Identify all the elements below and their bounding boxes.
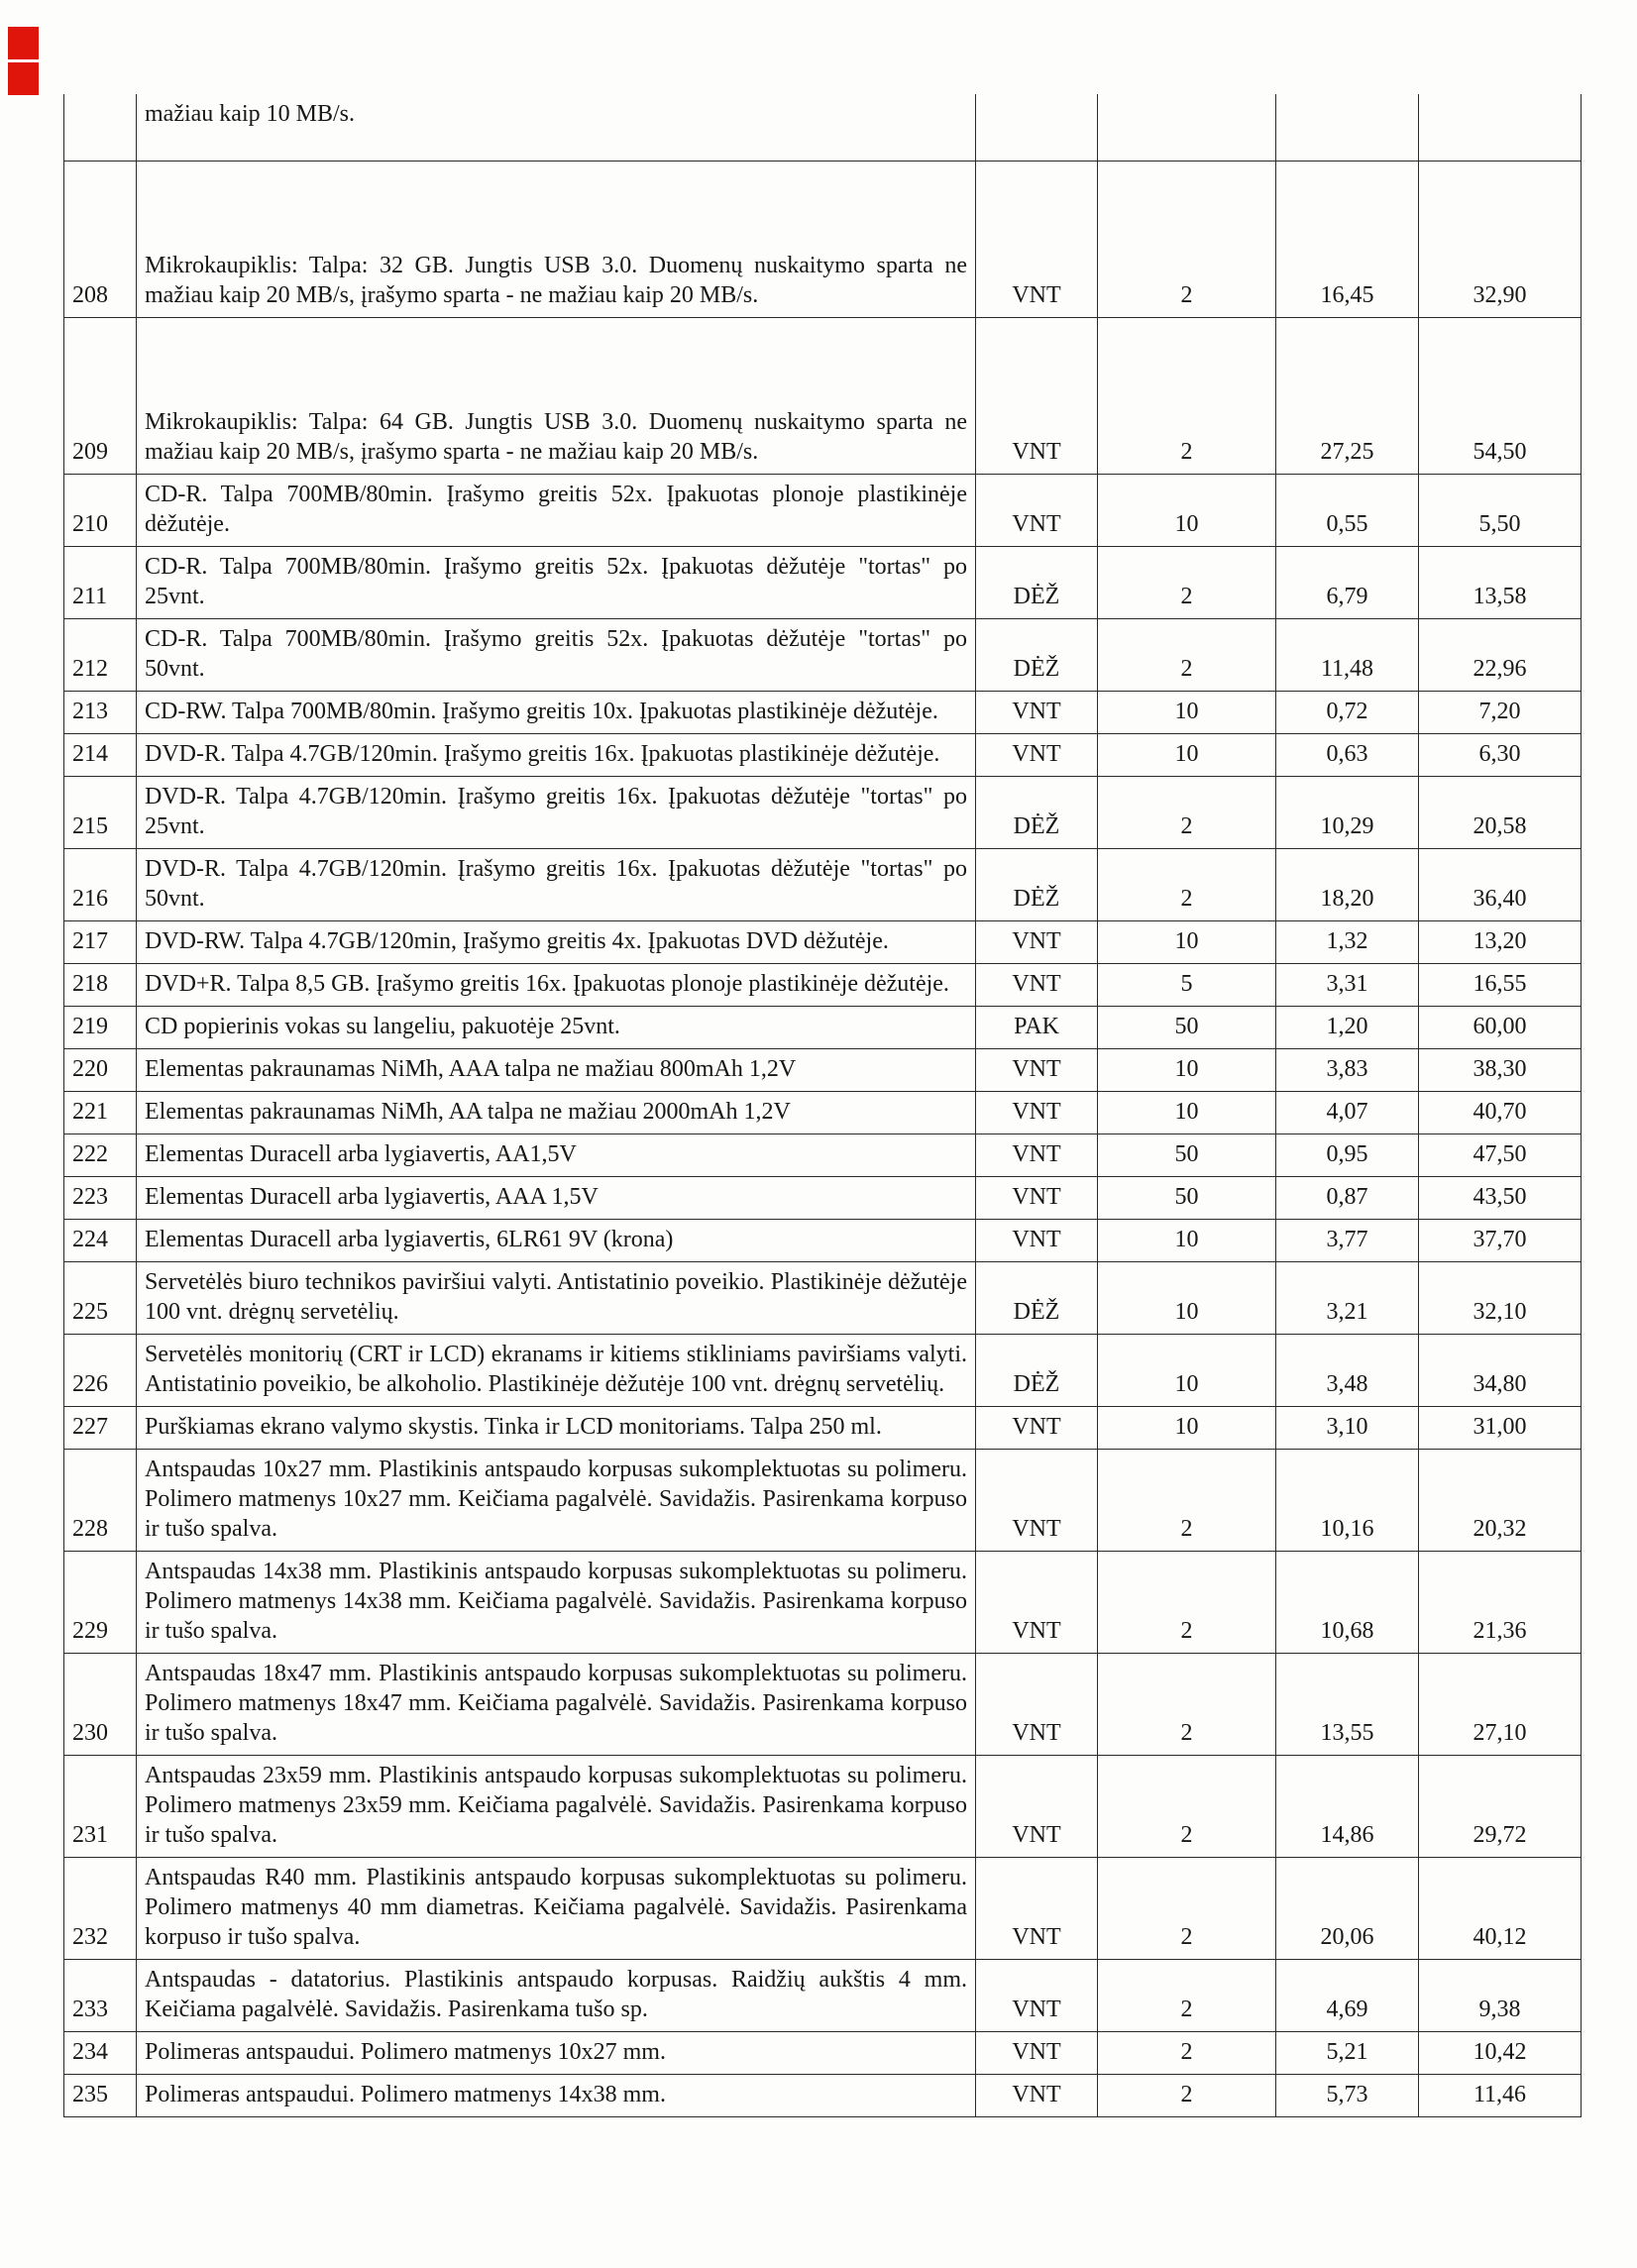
item-unit-price: 5,21 xyxy=(1276,2032,1419,2075)
item-total-price: 40,12 xyxy=(1419,1858,1582,1960)
item-number: 221 xyxy=(64,1092,137,1134)
item-number: 215 xyxy=(64,777,137,849)
item-unit: VNT xyxy=(976,1049,1098,1092)
item-description: Elementas Duracell arba lygiavertis, AAA 1,5V xyxy=(137,1177,976,1220)
item-unit: DĖŽ xyxy=(976,619,1098,692)
item-number: 220 xyxy=(64,1049,137,1092)
item-unit-price: 3,83 xyxy=(1276,1049,1419,1092)
item-quantity: 2 xyxy=(1098,1552,1276,1654)
item-unit: VNT xyxy=(976,734,1098,777)
item-unit-price: 10,68 xyxy=(1276,1552,1419,1654)
table-row xyxy=(64,619,1582,692)
item-quantity: 50 xyxy=(1098,1177,1276,1220)
item-description: Elementas Duracell arba lygiavertis, 6LR61 9V (krona) xyxy=(137,1220,976,1262)
table-row xyxy=(64,1552,1582,1654)
item-number: 229 xyxy=(64,1552,137,1654)
item-description: CD popierinis vokas su langeliu, pakuotėje 25vnt. xyxy=(137,1007,976,1049)
item-quantity: 50 xyxy=(1098,1134,1276,1177)
item-number: 228 xyxy=(64,1450,137,1552)
item-total-price: 38,30 xyxy=(1419,1049,1582,1092)
item-total-price: 31,00 xyxy=(1419,1407,1582,1450)
table-row xyxy=(64,777,1582,849)
table-row xyxy=(64,1177,1582,1220)
items-price-table xyxy=(63,94,1582,2117)
item-quantity: 2 xyxy=(1098,1654,1276,1756)
item-total-price: 29,72 xyxy=(1419,1756,1582,1858)
item-unit: VNT xyxy=(976,1177,1098,1220)
table-row xyxy=(64,1092,1582,1134)
item-quantity: 10 xyxy=(1098,1049,1276,1092)
item-quantity: 2 xyxy=(1098,1858,1276,1960)
table-row xyxy=(64,1335,1582,1407)
item-total-price: 54,50 xyxy=(1419,318,1582,475)
item-number: 213 xyxy=(64,692,137,734)
item-total-price: 60,00 xyxy=(1419,1007,1582,1049)
item-description: Elementas Duracell arba lygiavertis, AA1,5V xyxy=(137,1134,976,1177)
item-total-price: 32,10 xyxy=(1419,1262,1582,1335)
item-total-price: 47,50 xyxy=(1419,1134,1582,1177)
item-unit-price: 20,06 xyxy=(1276,1858,1419,1960)
item-total-price: 32,90 xyxy=(1419,162,1582,318)
item-quantity: 2 xyxy=(1098,777,1276,849)
item-total-price: 27,10 xyxy=(1419,1654,1582,1756)
item-unit-price: 0,87 xyxy=(1276,1177,1419,1220)
item-quantity: 10 xyxy=(1098,475,1276,547)
item-unit: VNT xyxy=(976,1858,1098,1960)
table-row xyxy=(64,1654,1582,1756)
item-total-price: 34,80 xyxy=(1419,1335,1582,1407)
item-description: DVD-R. Talpa 4.7GB/120min. Įrašymo greitis 16x. Įpakuotas plastikinėje dėžutėje. xyxy=(137,734,976,777)
table-row xyxy=(64,1220,1582,1262)
table-row xyxy=(64,318,1582,475)
item-description: DVD+R. Talpa 8,5 GB. Įrašymo greitis 16x. Įpakuotas plonoje plastikinėje dėžutėje. xyxy=(137,964,976,1007)
item-quantity: 2 xyxy=(1098,547,1276,619)
item-unit-price: 0,55 xyxy=(1276,475,1419,547)
item-description: Antspaudas 10x27 mm. Plastikinis antspaudo korpusas sukomplektuotas su polimeru. Polimero matmenys 10x27 mm. Keičiama pagalvėlė. Savidažis. Pasirenkama korpuso ir tušo spalva. xyxy=(137,1450,976,1552)
item-unit xyxy=(976,94,1098,162)
item-total-price: 36,40 xyxy=(1419,849,1582,921)
item-unit: DĖŽ xyxy=(976,849,1098,921)
item-number: 235 xyxy=(64,2075,137,2117)
item-unit: VNT xyxy=(976,1134,1098,1177)
item-quantity: 5 xyxy=(1098,964,1276,1007)
items-table-body xyxy=(64,94,1582,2117)
item-description: Mikrokaupiklis: Talpa: 64 GB. Jungtis USB 3.0. Duomenų nuskaitymo sparta ne mažiau kaip 20 MB/s, įrašymo sparta - ne mažiau kaip 20 MB/s. xyxy=(137,318,976,475)
item-total-price: 11,46 xyxy=(1419,2075,1582,2117)
item-description: Elementas pakraunamas NiMh, AA talpa ne mažiau 2000mAh 1,2V xyxy=(137,1092,976,1134)
item-number xyxy=(64,94,137,162)
item-number: 234 xyxy=(64,2032,137,2075)
table-row xyxy=(64,734,1582,777)
item-number: 227 xyxy=(64,1407,137,1450)
item-unit-price: 3,21 xyxy=(1276,1262,1419,1335)
item-number: 222 xyxy=(64,1134,137,1177)
item-quantity: 2 xyxy=(1098,619,1276,692)
item-description: DVD-R. Talpa 4.7GB/120min. Įrašymo greitis 16x. Įpakuotas dėžutėje "tortas" po 25vnt. xyxy=(137,777,976,849)
table-row xyxy=(64,1262,1582,1335)
item-unit-price: 3,77 xyxy=(1276,1220,1419,1262)
item-unit-price: 3,31 xyxy=(1276,964,1419,1007)
item-quantity: 10 xyxy=(1098,1092,1276,1134)
item-number: 224 xyxy=(64,1220,137,1262)
item-number: 210 xyxy=(64,475,137,547)
item-unit: VNT xyxy=(976,1220,1098,1262)
item-number: 211 xyxy=(64,547,137,619)
item-unit-price: 0,95 xyxy=(1276,1134,1419,1177)
item-description: Servetėlės biuro technikos paviršiui valyti. Antistatinio poveikio. Plastikinėje dėžutėje 100 vnt. drėgnų servetėlių. xyxy=(137,1262,976,1335)
item-quantity: 10 xyxy=(1098,692,1276,734)
item-total-price: 5,50 xyxy=(1419,475,1582,547)
item-unit-price: 0,72 xyxy=(1276,692,1419,734)
item-unit-price xyxy=(1276,94,1419,162)
item-quantity: 2 xyxy=(1098,2075,1276,2117)
item-description: Polimeras antspaudui. Polimero matmenys 14x38 mm. xyxy=(137,2075,976,2117)
item-unit: VNT xyxy=(976,2032,1098,2075)
item-number: 208 xyxy=(64,162,137,318)
table-row xyxy=(64,1858,1582,1960)
item-quantity: 10 xyxy=(1098,1262,1276,1335)
table-row xyxy=(64,1049,1582,1092)
table-row xyxy=(64,849,1582,921)
item-quantity: 2 xyxy=(1098,1450,1276,1552)
item-description: Antspaudas R40 mm. Plastikinis antspaudo korpusas sukomplektuotas su polimeru. Polimero matmenys 40 mm diametras. Keičiama pagalvėlė. Savidažis. Pasirenkama korpuso ir tušo spalva. xyxy=(137,1858,976,1960)
item-quantity: 2 xyxy=(1098,2032,1276,2075)
table-row xyxy=(64,921,1582,964)
item-number: 218 xyxy=(64,964,137,1007)
item-unit-price: 5,73 xyxy=(1276,2075,1419,2117)
item-quantity: 10 xyxy=(1098,734,1276,777)
item-unit: DĖŽ xyxy=(976,777,1098,849)
table-row xyxy=(64,162,1582,318)
item-description: Polimeras antspaudui. Polimero matmenys 10x27 mm. xyxy=(137,2032,976,2075)
item-unit-price: 4,07 xyxy=(1276,1092,1419,1134)
item-number: 209 xyxy=(64,318,137,475)
item-unit: DĖŽ xyxy=(976,1335,1098,1407)
item-unit-price: 16,45 xyxy=(1276,162,1419,318)
item-unit: VNT xyxy=(976,318,1098,475)
item-unit: VNT xyxy=(976,1654,1098,1756)
table-row xyxy=(64,1134,1582,1177)
item-unit: VNT xyxy=(976,1960,1098,2032)
item-quantity: 10 xyxy=(1098,1335,1276,1407)
item-quantity: 2 xyxy=(1098,318,1276,475)
item-unit-price: 0,63 xyxy=(1276,734,1419,777)
item-unit-price: 10,16 xyxy=(1276,1450,1419,1552)
item-total-price: 16,55 xyxy=(1419,964,1582,1007)
item-quantity: 2 xyxy=(1098,162,1276,318)
table-row xyxy=(64,94,1582,162)
item-quantity: 50 xyxy=(1098,1007,1276,1049)
item-total-price: 9,38 xyxy=(1419,1960,1582,2032)
item-quantity: 2 xyxy=(1098,1756,1276,1858)
item-unit: VNT xyxy=(976,1450,1098,1552)
item-unit: PAK xyxy=(976,1007,1098,1049)
item-total-price: 6,30 xyxy=(1419,734,1582,777)
item-description: CD-R. Talpa 700MB/80min. Įrašymo greitis 52x. Įpakuotas dėžutėje "tortas" po 50vnt. xyxy=(137,619,976,692)
item-total-price: 13,58 xyxy=(1419,547,1582,619)
item-unit-price: 14,86 xyxy=(1276,1756,1419,1858)
item-total-price: 20,58 xyxy=(1419,777,1582,849)
table-row xyxy=(64,692,1582,734)
item-unit-price: 6,79 xyxy=(1276,547,1419,619)
item-description: CD-R. Talpa 700MB/80min. Įrašymo greitis 52x. Įpakuotas plonoje plastikinėje dėžutėje. xyxy=(137,475,976,547)
item-number: 233 xyxy=(64,1960,137,2032)
item-description: Antspaudas 23x59 mm. Plastikinis antspaudo korpusas sukomplektuotas su polimeru. Polimero matmenys 23x59 mm. Keičiama pagalvėlė. Savidažis. Pasirenkama korpuso ir tušo spalva. xyxy=(137,1756,976,1858)
table-row xyxy=(64,1756,1582,1858)
item-unit-price: 1,20 xyxy=(1276,1007,1419,1049)
item-number: 216 xyxy=(64,849,137,921)
item-quantity xyxy=(1098,94,1276,162)
item-number: 217 xyxy=(64,921,137,964)
table-row xyxy=(64,2075,1582,2117)
item-unit: VNT xyxy=(976,1756,1098,1858)
item-unit: VNT xyxy=(976,2075,1098,2117)
item-unit-price: 18,20 xyxy=(1276,849,1419,921)
item-number: 226 xyxy=(64,1335,137,1407)
item-number: 225 xyxy=(64,1262,137,1335)
red-edge-mark-icon xyxy=(8,27,39,59)
item-description: Purškiamas ekrano valymo skystis. Tinka ir LCD monitoriams. Talpa 250 ml. xyxy=(137,1407,976,1450)
red-edge-mark-icon xyxy=(8,62,39,95)
item-description: CD-RW. Talpa 700MB/80min. Įrašymo greitis 10x. Įpakuotas plastikinėje dėžutėje. xyxy=(137,692,976,734)
item-unit-price: 27,25 xyxy=(1276,318,1419,475)
item-quantity: 2 xyxy=(1098,1960,1276,2032)
item-unit-price: 10,29 xyxy=(1276,777,1419,849)
item-description: DVD-RW. Talpa 4.7GB/120min, Įrašymo greitis 4x. Įpakuotas DVD dėžutėje. xyxy=(137,921,976,964)
item-unit-price: 3,48 xyxy=(1276,1335,1419,1407)
item-total-price: 40,70 xyxy=(1419,1092,1582,1134)
item-description: mažiau kaip 10 MB/s. xyxy=(137,94,976,162)
item-description: CD-R. Talpa 700MB/80min. Įrašymo greitis 52x. Įpakuotas dėžutėje "tortas" po 25vnt. xyxy=(137,547,976,619)
item-description: Antspaudas 14x38 mm. Plastikinis antspaudo korpusas sukomplektuotas su polimeru. Polimero matmenys 14x38 mm. Keičiama pagalvėlė. Savidažis. Pasirenkama korpuso ir tušo spalva. xyxy=(137,1552,976,1654)
item-description: Antspaudas 18x47 mm. Plastikinis antspaudo korpusas sukomplektuotas su polimeru. Polimero matmenys 18x47 mm. Keičiama pagalvėlė. Savidažis. Pasirenkama korpuso ir tušo spalva. xyxy=(137,1654,976,1756)
item-unit: VNT xyxy=(976,475,1098,547)
item-quantity: 10 xyxy=(1098,1220,1276,1262)
item-total-price: 10,42 xyxy=(1419,2032,1582,2075)
table-row xyxy=(64,1007,1582,1049)
item-description: Mikrokaupiklis: Talpa: 32 GB. Jungtis USB 3.0. Duomenų nuskaitymo sparta ne mažiau kaip 20 MB/s, įrašymo sparta - ne mažiau kaip 20 MB/s. xyxy=(137,162,976,318)
item-description: Servetėlės monitorių (CRT ir LCD) ekranams ir kitiems stikliniams paviršiams valyti. Antistatinio poveikio, be alkoholio. Plastikinėje dėžutėje 100 vnt. drėgnų servetėlių. xyxy=(137,1335,976,1407)
item-unit: VNT xyxy=(976,1552,1098,1654)
item-number: 232 xyxy=(64,1858,137,1960)
item-unit: DĖŽ xyxy=(976,1262,1098,1335)
item-description: Elementas pakraunamas NiMh, AAA talpa ne mažiau 800mAh 1,2V xyxy=(137,1049,976,1092)
item-unit: VNT xyxy=(976,921,1098,964)
item-unit-price: 3,10 xyxy=(1276,1407,1419,1450)
item-unit: VNT xyxy=(976,964,1098,1007)
item-number: 212 xyxy=(64,619,137,692)
item-total-price: 21,36 xyxy=(1419,1552,1582,1654)
item-unit: DĖŽ xyxy=(976,547,1098,619)
item-number: 214 xyxy=(64,734,137,777)
item-total-price: 7,20 xyxy=(1419,692,1582,734)
table-row xyxy=(64,1960,1582,2032)
item-description: Antspaudas - datatorius. Plastikinis antspaudo korpusas. Raidžių aukštis 4 mm. Keičiama pagalvėlė. Savidažis. Pasirenkama tušo sp. xyxy=(137,1960,976,2032)
item-quantity: 10 xyxy=(1098,921,1276,964)
item-number: 231 xyxy=(64,1756,137,1858)
item-unit-price: 11,48 xyxy=(1276,619,1419,692)
item-unit: VNT xyxy=(976,1092,1098,1134)
item-total-price: 22,96 xyxy=(1419,619,1582,692)
item-total-price: 43,50 xyxy=(1419,1177,1582,1220)
item-total-price: 37,70 xyxy=(1419,1220,1582,1262)
item-total-price xyxy=(1419,94,1582,162)
item-description: DVD-R. Talpa 4.7GB/120min. Įrašymo greitis 16x. Įpakuotas dėžutėje "tortas" po 50vnt. xyxy=(137,849,976,921)
table-row xyxy=(64,475,1582,547)
item-unit-price: 13,55 xyxy=(1276,1654,1419,1756)
table-row xyxy=(64,547,1582,619)
table-row xyxy=(64,1450,1582,1552)
item-unit: VNT xyxy=(976,162,1098,318)
item-number: 230 xyxy=(64,1654,137,1756)
item-quantity: 2 xyxy=(1098,849,1276,921)
item-total-price: 13,20 xyxy=(1419,921,1582,964)
item-unit: VNT xyxy=(976,692,1098,734)
item-quantity: 10 xyxy=(1098,1407,1276,1450)
table-row xyxy=(64,1407,1582,1450)
table-row xyxy=(64,964,1582,1007)
table-row xyxy=(64,2032,1582,2075)
item-unit-price: 4,69 xyxy=(1276,1960,1419,2032)
item-total-price: 20,32 xyxy=(1419,1450,1582,1552)
item-number: 223 xyxy=(64,1177,137,1220)
item-unit: VNT xyxy=(976,1407,1098,1450)
item-number: 219 xyxy=(64,1007,137,1049)
item-unit-price: 1,32 xyxy=(1276,921,1419,964)
